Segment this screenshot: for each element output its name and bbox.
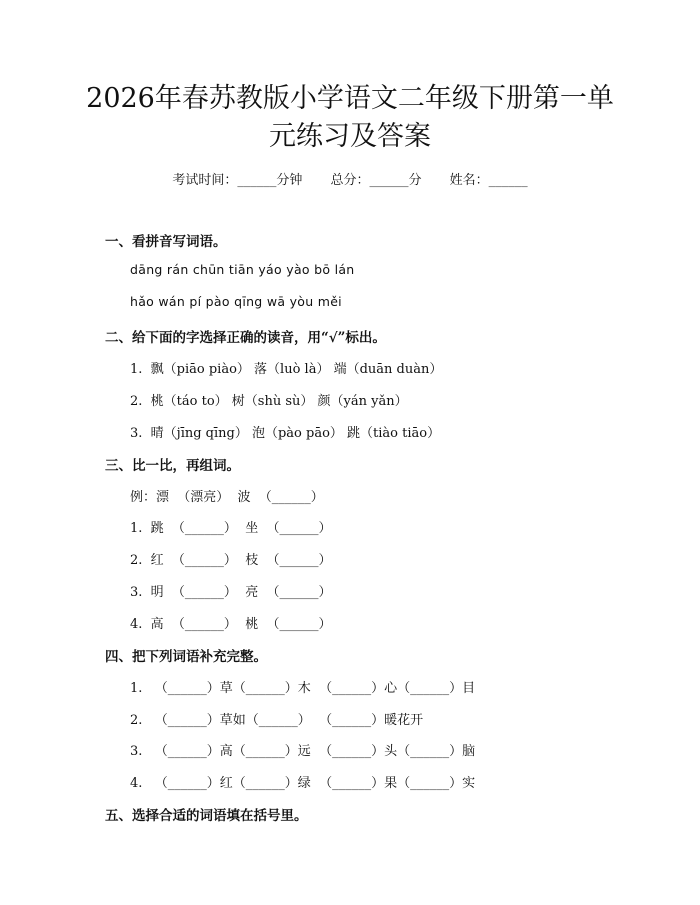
title-line-1: 2026年春苏教版小学语文二年级下册第一单: [86, 83, 614, 114]
section-3-heading: 三、比一比，再组词。: [105, 458, 240, 474]
page-title: [70, 80, 630, 156]
section-3-line-4: 4. 高 （______） 桃 （______）: [130, 617, 332, 632]
section-4-line-2: 2. （______）草如（______） （______）暖花开: [130, 713, 424, 728]
section-2-line-2: 2. 桃（táo to） 树（shù sù） 颜（yán yǎn）: [130, 394, 408, 409]
section-5-heading: 五、选择合适的词语填在括号里。: [105, 808, 308, 824]
section-1-line-1: dāng rán chūn tiān yáo yào bō lán: [130, 262, 355, 277]
exam-time: 考试时间：______分钟: [172, 173, 303, 188]
section-2-line-1: 1. 飘（piāo piào） 落（luò là） 端（duān duàn）: [130, 362, 443, 377]
section-4-line-1: 1. （______）草（______）木 （______）心（______）目: [130, 681, 476, 696]
section-1-line-2: hǎo wán pí pào qīng wā yòu měi: [130, 294, 342, 309]
section-3-line-2: 2. 红 （______） 枝 （______）: [130, 553, 332, 568]
section-2-heading: 二、给下面的字选择正确的读音，用“√”标出。: [105, 330, 386, 346]
section-4-line-3: 3. （______）高（______）远 （______）头（______）脑: [130, 744, 476, 759]
section-4-heading: 四、把下列词语补充完整。: [105, 649, 267, 665]
section-3-line-1: 1. 跳 （______） 坐 （______）: [130, 521, 332, 536]
section-4-line-4: 4. （______）红（______）绿 （______）果（______）实: [130, 776, 476, 791]
exam-score: 总分：______分: [330, 173, 422, 188]
section-3-line-3: 3. 明 （______） 亮 （______）: [130, 585, 332, 600]
exam-meta: [0, 169, 700, 188]
section-3-example: 例：漂 （漂亮） 波 （______）: [130, 490, 324, 505]
section-2-line-3: 3. 晴（jīng qīng） 泡（pào pāo） 跳（tiào tiāo）: [130, 426, 441, 441]
exam-name: 姓名：______: [449, 173, 528, 188]
title-line-2: 元练习及答案: [269, 121, 431, 152]
section-1-heading: 一、看拼音写词语。: [105, 234, 227, 250]
